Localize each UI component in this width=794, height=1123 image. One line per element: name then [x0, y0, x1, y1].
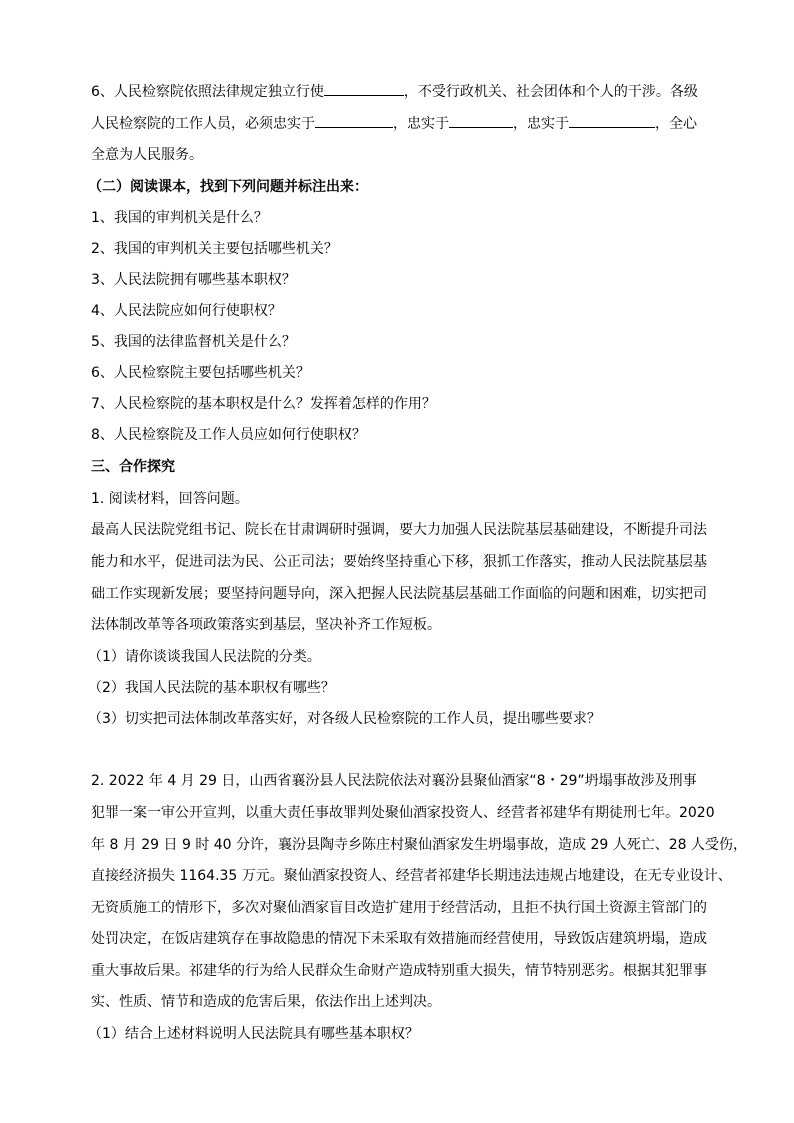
answer-blank[interactable] — [315, 113, 393, 128]
sub-question: （3）切实把司法体制改革落实好，对各级人民检察院的工作人员，提出哪些要求？ — [88, 711, 601, 727]
answer-blank[interactable] — [449, 113, 513, 128]
answer-blank[interactable] — [324, 81, 404, 96]
material-line: 处罚决定，在饭店建筑存在事故隐患的情况下未采取有效措施而经营使用，导致饭店建筑坍塌，造成 — [91, 931, 707, 947]
question-item: 2、我国的审判机关主要包括哪些机关？ — [91, 241, 338, 257]
question-item: 6、人民检察院主要包括哪些机关？ — [91, 365, 310, 381]
fill-blank-line-3: 全意为人民服务。 — [91, 147, 203, 163]
fill-blank-text: 人民检察院的工作人员，必须忠实于 — [91, 116, 315, 132]
fill-blank-text: ，不受行政机关、社会团体和个人的干涉。各级 — [403, 84, 698, 100]
question-item: 1、我国的审判机关是什么？ — [91, 210, 268, 226]
material-line: 最高人民法院党组书记、院长在甘肃调研时强调，要大力加强人民法院基层基础建设，不断提升司法 — [91, 522, 707, 538]
material-line: 无资质施工的情形下，多次对聚仙酒家盲目改造扩建用于经营活动，且拒不执行国土资源主管部门的 — [91, 900, 707, 916]
question-item: 3、人民法院拥有哪些基本职权？ — [91, 272, 296, 288]
sub-question: （1）请你谈谈我国人民法院的分类。 — [88, 649, 321, 665]
question-item: 8、人民检察院及工作人员应如何行使职权？ — [91, 427, 366, 443]
question-item: 4、人民法院应如何行使职权？ — [91, 303, 282, 319]
material-line: 实、性质、情节和造成的危害后果，依法作出上述判决。 — [91, 994, 441, 1010]
material-line: 重大事故后果。祁建华的行为给人民群众生命财产造成特别重大损失，情节特别恶劣。根据其犯罪事 — [91, 963, 707, 979]
fill-blank-text: ，全心 — [655, 116, 697, 132]
fill-blank-text: ，忠实于 — [513, 116, 569, 132]
fill-blank-line-2 — [91, 113, 711, 134]
question-item: 5、我国的法律监督机关是什么？ — [91, 334, 296, 350]
answer-blank[interactable] — [569, 113, 655, 128]
section-heading-read: （二）阅读课本，找到下列问题并标注出来： — [88, 179, 368, 195]
material-line: 2. 2022 年 4 月 29 日，山西省襄汾县人民法院依法对襄汾县聚仙酒家“8・29”坍塌事故涉及刑事 — [91, 773, 697, 789]
sub-question: （1）结合上述材料说明人民法院具有哪些基本职权？ — [88, 1026, 419, 1042]
material-line: 能力和水平，促进司法为民、公正司法；要始终坚持重心下移，狠抓工作落实，推动人民法院基层基 — [91, 554, 707, 570]
material-line: 础工作实现新发展；要坚持问题导向，深入把握人民法院基层基础工作面临的问题和困难，切实把司 — [91, 586, 707, 602]
question-item: 7、人民检察院的基本职权是什么？发挥着怎样的作用？ — [91, 396, 436, 412]
fill-blank-text: ，忠实于 — [393, 116, 449, 132]
fill-blank-text: 6、人民检察院依照法律规定独立行使 — [91, 84, 324, 100]
section-heading-coop: 三、合作探究 — [91, 459, 175, 475]
material-line: 法体制改革等各项政策落实到基层，坚决补齐工作短板。 — [91, 617, 441, 633]
coop-item-1-title: 1. 阅读材料，回答问题。 — [91, 491, 249, 507]
sub-question: （2）我国人民法院的基本职权有哪些？ — [88, 680, 335, 696]
material-line: 犯罪一案一审公开宣判，以重大责任事故罪判处聚仙酒家投资人、经营者祁建华有期徒刑七年。2020 — [91, 805, 715, 821]
fill-blank-line-1 — [91, 81, 711, 102]
material-line: 年 8 月 29 日 9 时 40 分许，襄汾县陶寺乡陈庄村聚仙酒家发生坍塌事故，造成 29 人死亡、28 人受伤， — [91, 837, 748, 853]
material-line: 直接经济损失 1164.35 万元。聚仙酒家投资人、经营者祁建华长期违法违规占地建设，在无专业设计、 — [91, 868, 732, 884]
